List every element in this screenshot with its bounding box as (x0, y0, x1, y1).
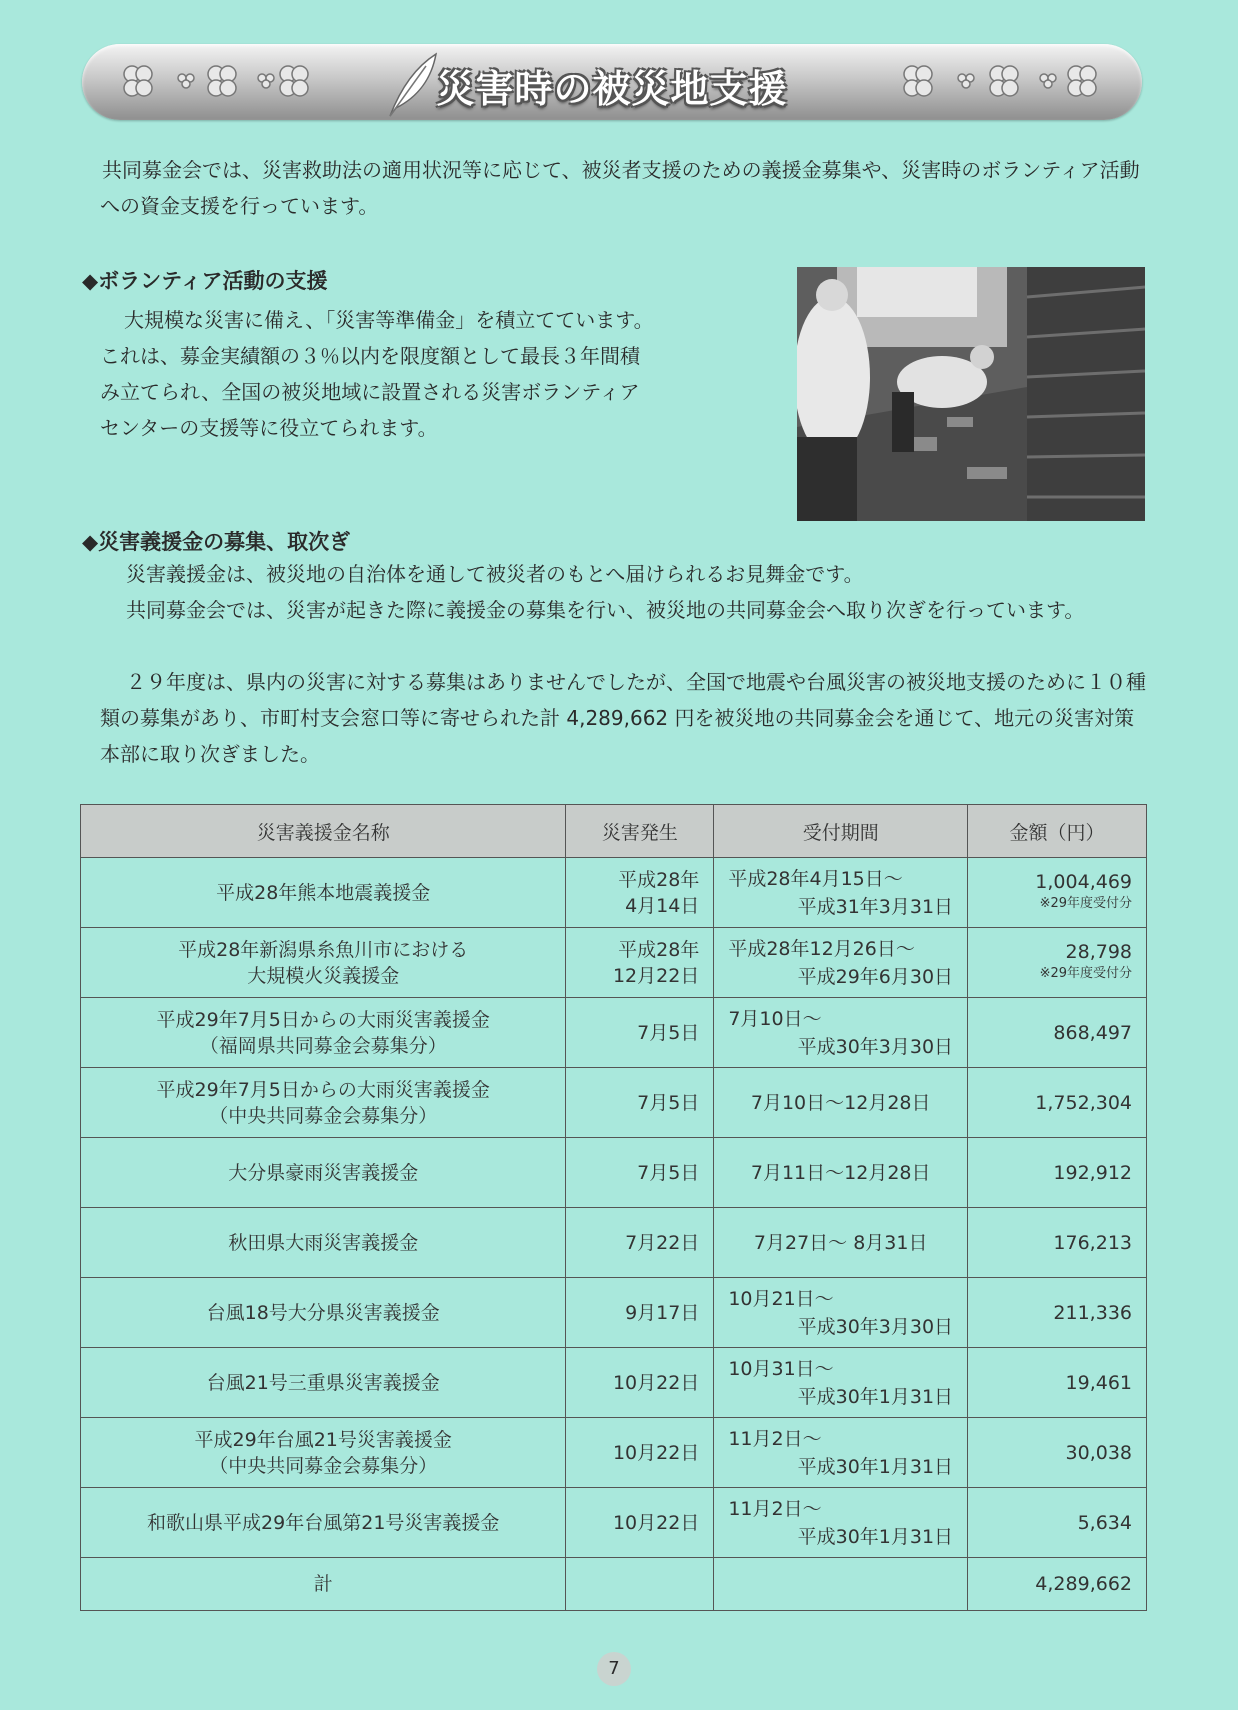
cell-text: 平成28年 (618, 868, 700, 891)
donation-table (80, 804, 1147, 1611)
cell-name (81, 1208, 566, 1278)
cell-text: 28,798 (1065, 940, 1132, 963)
cell-period (714, 1138, 968, 1208)
cell-text: 30,038 (1065, 1441, 1132, 1464)
table-row (81, 1348, 1147, 1418)
cell-text: 1,752,304 (1035, 1091, 1132, 1114)
page-number: 7 (597, 1652, 631, 1686)
cell-period (714, 1068, 968, 1138)
cell-name (81, 858, 566, 928)
cell-name (81, 1068, 566, 1138)
cell-amount (968, 928, 1147, 998)
cell-text: 平成28年新潟県糸魚川市における (178, 938, 469, 961)
volunteer-line: み立てられ、全国の被災地域に設置される災害ボランティア (100, 380, 640, 404)
cell-period (714, 1278, 968, 1348)
cell-text: （福岡県共同募金会募集分） (199, 1034, 447, 1057)
col-header-occurred: 災害発生 (566, 805, 714, 858)
cell-period (714, 928, 968, 998)
cell-occurred (566, 1138, 714, 1208)
cell-text: 1,004,469 (1035, 870, 1132, 893)
cell-text: 台風18号大分県災害義援金 (206, 1301, 440, 1324)
table-row (81, 858, 1147, 928)
cell-text: 7月5日 (637, 1161, 700, 1184)
page-title: 災害時の被災地支援 (436, 67, 788, 111)
cell-text: 平成31年3月31日 (797, 895, 954, 918)
cell-text: 平成29年7月5日からの大雨災害義援金 (156, 1008, 490, 1031)
cell-text: 176,213 (1053, 1231, 1132, 1254)
volunteer-line: これは、募金実績額の３％以内を限度額として最長３年間積 (100, 344, 640, 368)
cell-text: 7月11日～12月28日 (750, 1161, 931, 1184)
cell-text: 211,336 (1053, 1301, 1132, 1324)
cell-period (714, 1488, 968, 1558)
cell-text: 10月31日～ (728, 1357, 834, 1380)
cell-occurred (566, 858, 714, 928)
cell-amount (968, 1278, 1147, 1348)
cell-period (714, 1208, 968, 1278)
cell-amount (968, 998, 1147, 1068)
cell-occurred (566, 1208, 714, 1278)
cell-text: 7月22日 (625, 1231, 700, 1254)
cell-period (714, 1418, 968, 1488)
cell-occurred (566, 928, 714, 998)
col-header-name: 災害義援金名称 (81, 805, 566, 858)
col-header-amount: 金額（円） (968, 805, 1147, 858)
cell-text: 7月5日 (637, 1021, 700, 1044)
cell-occurred (566, 1278, 714, 1348)
cell-name (81, 1488, 566, 1558)
cell-text: 10月22日 (612, 1441, 700, 1464)
cell-amount (968, 1068, 1147, 1138)
total-amount: 4,289,662 (968, 1558, 1147, 1611)
cell-text: 10月22日 (612, 1511, 700, 1534)
cell-text: 平成28年4月15日～ (728, 867, 903, 890)
cell-name (81, 928, 566, 998)
volunteer-paragraph (100, 302, 740, 446)
section-banner (82, 44, 1142, 120)
donation-paragraph-3: ２９年度は、県内の災害に対する募集はありませんでしたが、全国で地震や台風災害の被災地支援のために１０種類の募集があり、市町村支会窓口等に寄せられた計 4,289,662 円を被災地の共同募金会を通じて、地元の災害対策本部に取り次ぎました。 (100, 670, 1146, 766)
table-row (81, 1418, 1147, 1488)
cell-name (81, 1278, 566, 1348)
cell-occurred (566, 1068, 714, 1138)
table-header-row (81, 805, 1147, 858)
intro-paragraph: 共同募金会では、災害救助法の適用状況等に応じて、被災者支援のための義援金募集や、災害時のボランティア活動への資金支援を行っています。 (100, 158, 1140, 218)
cell-text: 台風21号三重県災害義援金 (206, 1371, 440, 1394)
cell-text: 7月10日～ (728, 1007, 822, 1030)
cell-text: （中央共同募金会募集分） (209, 1454, 438, 1477)
cell-text: 19,461 (1065, 1371, 1132, 1394)
cell-text: 7月10日～12月28日 (750, 1091, 931, 1114)
volunteer-heading: ◆ボランティア活動の支援 (82, 269, 328, 293)
table-total-row (81, 1558, 1147, 1611)
cell-amount (968, 1348, 1147, 1418)
volunteer-line: 大規模な災害に備え、「災害等準備金」を積立てています。 (124, 308, 654, 332)
cell-amount (968, 1488, 1147, 1558)
cell-text: 12月22日 (612, 964, 700, 987)
cell-text: 7月5日 (637, 1091, 700, 1114)
cell-text: 11月2日～ (728, 1497, 822, 1520)
cell-occurred (566, 1348, 714, 1418)
cell-text: 平成30年1月31日 (797, 1455, 954, 1478)
table-row (81, 998, 1147, 1068)
total-label: 計 (81, 1558, 566, 1611)
cell-text: 大規模火災義援金 (247, 964, 400, 987)
cell-text: 10月22日 (612, 1371, 700, 1394)
cell-text: 平成28年12月26日～ (728, 937, 915, 960)
cell-text: 平成29年7月5日からの大雨災害義援金 (156, 1078, 490, 1101)
cell-empty (566, 1558, 714, 1611)
cell-period (714, 998, 968, 1068)
cell-text: 7月27日～ 8月31日 (753, 1231, 928, 1254)
cell-text: 192,912 (1053, 1161, 1132, 1184)
cell-text: 秋田県大雨災害義援金 (228, 1231, 419, 1254)
cell-text: 4月14日 (625, 894, 700, 917)
cell-note: ※29年度受付分 (1039, 965, 1132, 981)
cell-text: 大分県豪雨災害義援金 (228, 1161, 419, 1184)
cell-amount (968, 1138, 1147, 1208)
col-header-period: 受付期間 (714, 805, 968, 858)
donation-heading: ◆災害義援金の募集、取次ぎ (82, 530, 351, 554)
cell-occurred (566, 1488, 714, 1558)
cell-period (714, 1348, 968, 1418)
cell-amount (968, 858, 1147, 928)
cell-occurred (566, 1418, 714, 1488)
cell-name (81, 1348, 566, 1418)
cell-text: 平成29年台風21号災害義援金 (194, 1428, 452, 1451)
cell-text: 平成30年3月30日 (797, 1035, 954, 1058)
cell-amount (968, 1208, 1147, 1278)
cell-period (714, 858, 968, 928)
cell-text: 11月2日～ (728, 1427, 822, 1450)
clover-decoration-icon (892, 62, 1102, 102)
table-row (81, 1278, 1147, 1348)
cell-text: 平成30年1月31日 (797, 1385, 954, 1408)
table-row (81, 1138, 1147, 1208)
donation-paragraph-1: 災害義援金は、被災地の自治体を通して被災者のもとへ届けられるお見舞金です。 (126, 562, 864, 586)
cell-text: 平成30年3月30日 (797, 1315, 954, 1338)
cell-occurred (566, 998, 714, 1068)
cell-text: 5,634 (1077, 1511, 1132, 1534)
table-row (81, 928, 1147, 998)
cell-name (81, 998, 566, 1068)
cell-text: 9月17日 (625, 1301, 700, 1324)
cell-empty (714, 1558, 968, 1611)
cell-name (81, 1138, 566, 1208)
donation-paragraph-2: 共同募金会では、災害が起きた際に義援金の募集を行い、被災地の共同募金会へ取り次ぎを行っています。 (126, 598, 1085, 622)
cell-text: 平成28年 (618, 938, 700, 961)
cell-note: ※29年度受付分 (1039, 895, 1132, 911)
table-row (81, 1488, 1147, 1558)
table-row (81, 1208, 1147, 1278)
cell-text: 和歌山県平成29年台風第21号災害義援金 (147, 1511, 500, 1534)
volunteer-line: センターの支援等に役立てられます。 (100, 416, 438, 440)
cell-name (81, 1418, 566, 1488)
cell-amount (968, 1418, 1147, 1488)
cell-text: 10月21日～ (728, 1287, 834, 1310)
table-row (81, 1068, 1147, 1138)
cell-text: 868,497 (1053, 1021, 1132, 1044)
volunteer-photo (797, 267, 1145, 521)
cell-text: 平成28年熊本地震義援金 (216, 881, 431, 904)
cell-text: 平成30年1月31日 (797, 1525, 954, 1548)
cell-text: 平成29年6月30日 (797, 965, 954, 988)
cell-text: （中央共同募金会募集分） (209, 1104, 438, 1127)
